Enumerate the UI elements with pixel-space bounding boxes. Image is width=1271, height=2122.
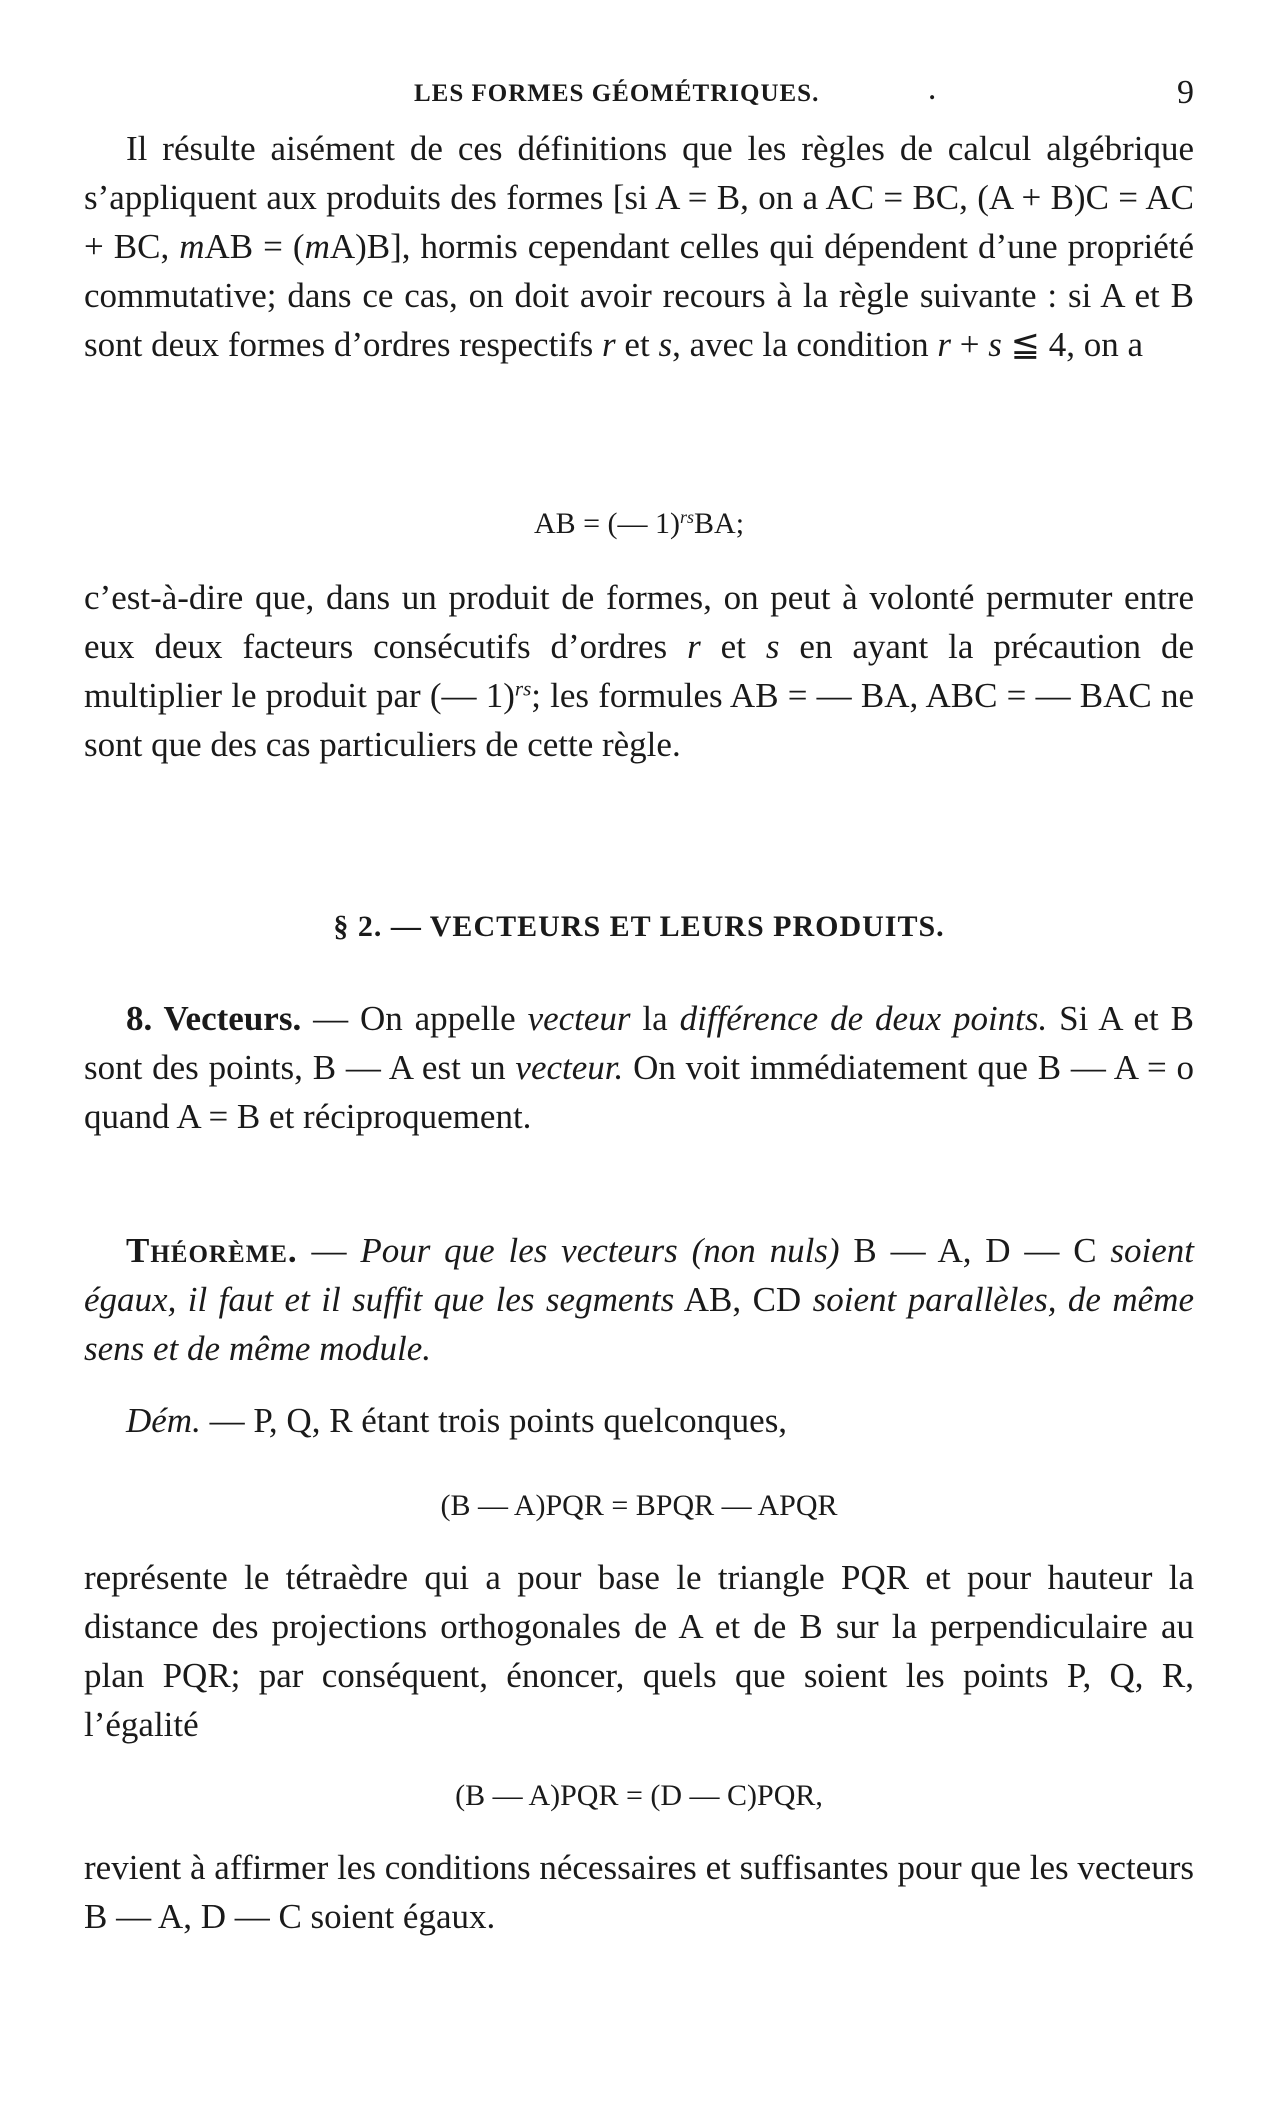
text: B — A, D — C bbox=[839, 1231, 1111, 1270]
text: et bbox=[615, 325, 659, 364]
book-page bbox=[84, 0, 1194, 2122]
running-title: LES FORMES GÉOMÉTRIQUES. bbox=[414, 80, 820, 107]
paragraph-conclusion: revient à affirmer les conditions nécessaires et suffisantes pour que les vecteurs B — A, D — C soient égaux. bbox=[84, 1848, 1194, 1936]
formula-commutation bbox=[84, 504, 1194, 544]
formula-equality: (B — A)PQR = (D — C)PQR, bbox=[455, 1779, 823, 1812]
text: AB = ( bbox=[204, 227, 305, 266]
text: AB, CD bbox=[674, 1280, 813, 1319]
demo-label: Dém. bbox=[126, 1401, 201, 1440]
text: ≦ 4, on a bbox=[1001, 325, 1144, 364]
italic-var: r bbox=[602, 325, 616, 364]
text: Il résulte aisément de ces définitions que les règles de calcul algébrique s’appliquent aux produits des formes [si A = B, on a AC = BC, (A + B)C = AC + BC, bbox=[84, 129, 1194, 266]
italic-var: r bbox=[937, 325, 952, 364]
text: — bbox=[297, 1231, 361, 1270]
page-number: 9 bbox=[1177, 74, 1194, 111]
italic-text: soient égaux, il faut et il suffit que les segments bbox=[84, 1231, 1194, 1319]
italic-var: r bbox=[687, 627, 701, 666]
text: On voit immédiatement que B — A = o quand A = B et réciproquement. bbox=[84, 1048, 1194, 1136]
italic-text: soient parallèles, de même sens et de même module. bbox=[84, 1280, 1194, 1368]
exponent: rs bbox=[514, 676, 532, 701]
text: Si A et B sont des points, B — A est un bbox=[84, 999, 1195, 1087]
italic-var: s bbox=[988, 325, 1002, 364]
text: la bbox=[630, 999, 680, 1038]
italic-text: différence de deux points. bbox=[679, 999, 1048, 1038]
formula-tetrahedron: (B — A)PQR = BPQR — APQR bbox=[440, 1489, 838, 1522]
formula-right: BA; bbox=[694, 507, 745, 540]
italic-text: vecteur bbox=[527, 999, 631, 1038]
paragraph-intro bbox=[84, 124, 1194, 369]
text: ; les formules AB = — BA, ABC = — BAC ne sont que des cas particuliers de cette règle. bbox=[84, 676, 1194, 764]
paragraph-tetrahedron: représente le tétraèdre qui a pour base le triangle PQR et pour hauteur la distance des projections orthogonales de A et de B sur la perpendiculaire au plan PQR; par conséquent, énoncer, quels que soient les points P, Q, R, l’égalité bbox=[84, 1558, 1194, 1744]
italic-text: vecteur. bbox=[515, 1048, 624, 1087]
italic-var: m bbox=[179, 227, 205, 266]
running-head bbox=[84, 74, 1194, 114]
text: et bbox=[700, 627, 766, 666]
paragraph-demo bbox=[84, 1396, 1194, 1445]
text: A)B], hormis cependant celles qui dépendent d’une propriété commutative; dans ce cas, on doit avoir recours à la règle suivante : si A et B sont deux formes d’ordres respectifs bbox=[84, 227, 1194, 364]
paragraph-theorem bbox=[84, 1226, 1194, 1373]
formula-left: AB = (— 1) bbox=[533, 507, 681, 540]
italic-var: m bbox=[304, 227, 330, 266]
article-title: 8. Vecteurs. bbox=[126, 999, 302, 1038]
theorem-label: Théorème. bbox=[126, 1231, 298, 1270]
text: — On appelle bbox=[301, 999, 528, 1038]
section-heading: § 2. — VECTEURS ET LEURS PRODUITS. bbox=[333, 910, 945, 943]
text: en ayant la précaution de multiplier le produit par (— 1) bbox=[84, 627, 1194, 715]
text: c’est-à-dire que, dans un produit de formes, on peut à volonté permuter entre eux deux facteurs consécutifs d’ordres bbox=[84, 578, 1194, 666]
text: + bbox=[951, 325, 989, 364]
text: — P, Q, R étant trois points quelconques, bbox=[200, 1401, 788, 1440]
paragraph-rule bbox=[84, 573, 1194, 769]
italic-var: s bbox=[765, 627, 780, 666]
formula-exponent: rs bbox=[680, 507, 695, 528]
italic-var: s bbox=[658, 325, 673, 364]
italic-text: Pour que les vecteurs (non nuls) bbox=[360, 1231, 840, 1270]
header-dot: . bbox=[929, 78, 936, 105]
paragraph-vecteurs bbox=[84, 994, 1194, 1141]
text: , avec la condition bbox=[672, 325, 938, 364]
